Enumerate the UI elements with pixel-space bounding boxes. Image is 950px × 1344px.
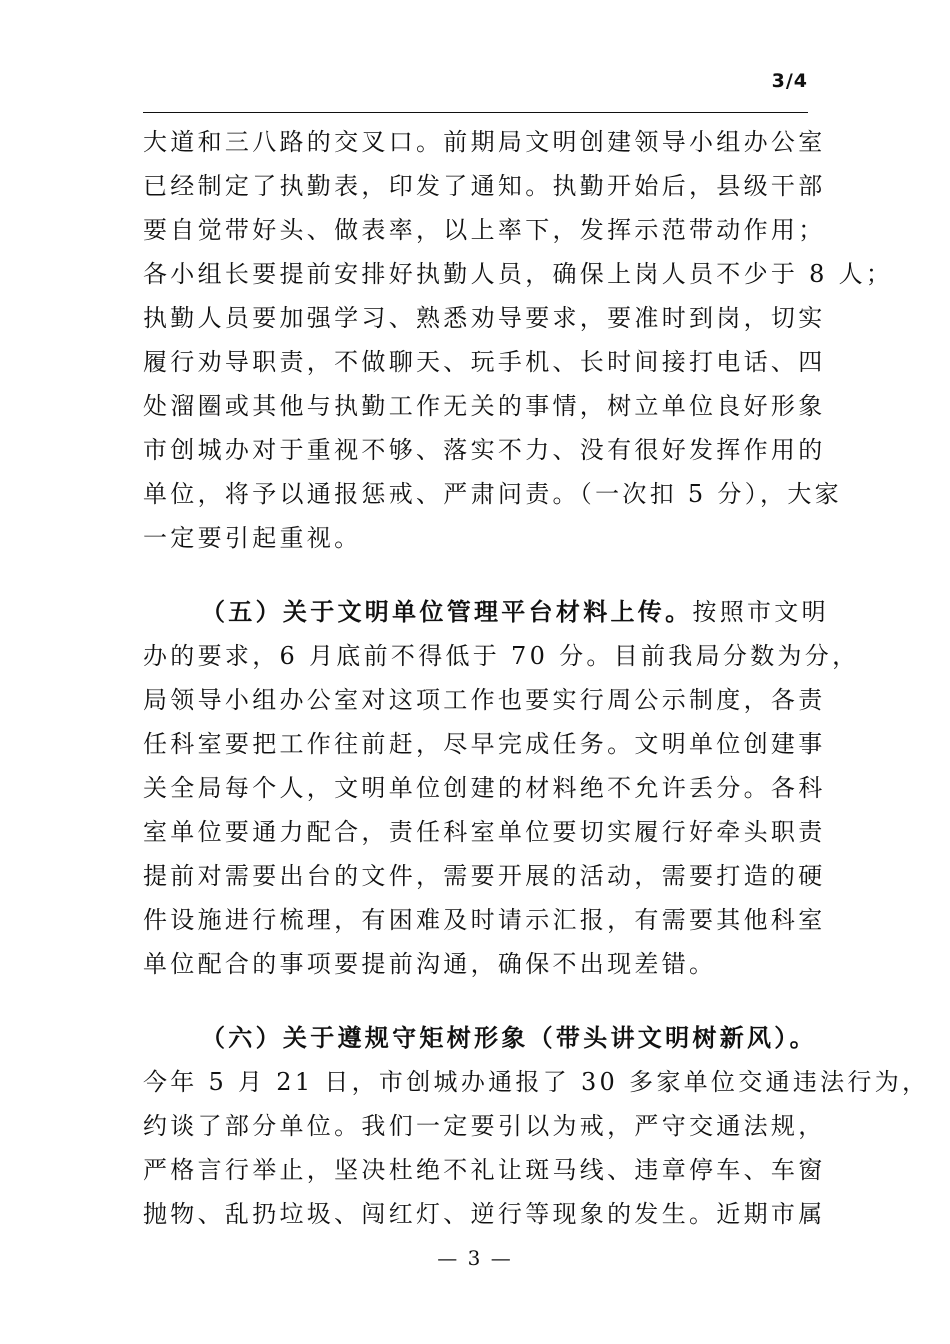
header-rule bbox=[143, 112, 808, 113]
text-line: 件设施进行梳理，有困难及时请示汇报，有需要其他科室 bbox=[143, 906, 826, 934]
text-line: 提前对需要出台的文件，需要开展的活动，需要打造的硬 bbox=[143, 862, 826, 890]
paragraph-section-5 bbox=[143, 590, 860, 986]
text-line: 单位，将予以通报惩戒、严肃问责。（一次扣 5 分），大家 bbox=[143, 480, 842, 508]
page-number: — 3 — bbox=[437, 1246, 513, 1270]
section-5-lead-text: 按照市文明 bbox=[692, 598, 829, 626]
section-6-heading: （六）关于遵规守矩树形象（带头讲文明树新风）。 bbox=[201, 1023, 817, 1052]
text-line: 严格言行举止，坚决杜绝不礼让斑马线、违章停车、车窗 bbox=[143, 1156, 826, 1184]
text-line: 室单位要通力配合，责任科室单位要切实履行好牵头职责 bbox=[143, 818, 826, 846]
section-5-heading: （五）关于文明单位管理平台材料上传。 bbox=[201, 597, 693, 626]
paragraph-section-6 bbox=[143, 1016, 930, 1236]
text-line: 一定要引起重视。 bbox=[143, 524, 362, 552]
text-line: 市创城办对于重视不够、落实不力、没有很好发挥作用的 bbox=[143, 436, 826, 464]
text-line: 单位配合的事项要提前沟通，确保不出现差错。 bbox=[143, 950, 717, 978]
text-line: 执勤人员要加强学习、熟悉劝导要求，要准时到岗，切实 bbox=[143, 304, 826, 332]
text-line: 履行劝导职责，不做聊天、玩手机、长时间接打电话、四 bbox=[143, 348, 826, 376]
text-line: 已经制定了执勤表，印发了通知。执勤开始后，县级干部 bbox=[143, 172, 826, 200]
text-line: 局领导小组办公室对这项工作也要实行周公示制度，各责 bbox=[143, 686, 826, 714]
text-line: 任科室要把工作往前赶，尽早完成任务。文明单位创建事 bbox=[143, 730, 826, 758]
page-counter: 3/4 bbox=[771, 70, 808, 92]
text-line: 抛物、乱扔垃圾、闯红灯、逆行等现象的发生。近期市属 bbox=[143, 1200, 826, 1228]
document-body bbox=[143, 120, 930, 1236]
text-line: 关全局每个人，文明单位创建的材料绝不允许丢分。各科 bbox=[143, 774, 826, 802]
section-5-first-line bbox=[143, 590, 829, 634]
text-line: 各小组长要提前安排好执勤人员，确保上岗人员不少于 8 人； bbox=[143, 260, 894, 288]
text-line: 处溜圈或其他与执勤工作无关的事情，树立单位良好形象 bbox=[143, 392, 826, 420]
text-line: 大道和三八路的交叉口。前期局文明创建领导小组办公室 bbox=[143, 128, 826, 156]
text-line: 办的要求，6 月底前不得低于 70 分。目前我局分数为分， bbox=[143, 642, 860, 670]
text-line: 约谈了部分单位。我们一定要引以为戒，严守交通法规， bbox=[143, 1112, 826, 1140]
paragraph-traffic-duty bbox=[143, 120, 894, 560]
text-line: 今年 5 月 21 日，市创城办通报了 30 多家单位交通违法行为， bbox=[143, 1068, 930, 1096]
text-line: 要自觉带好头、做表率，以上率下，发挥示范带动作用； bbox=[143, 216, 826, 244]
